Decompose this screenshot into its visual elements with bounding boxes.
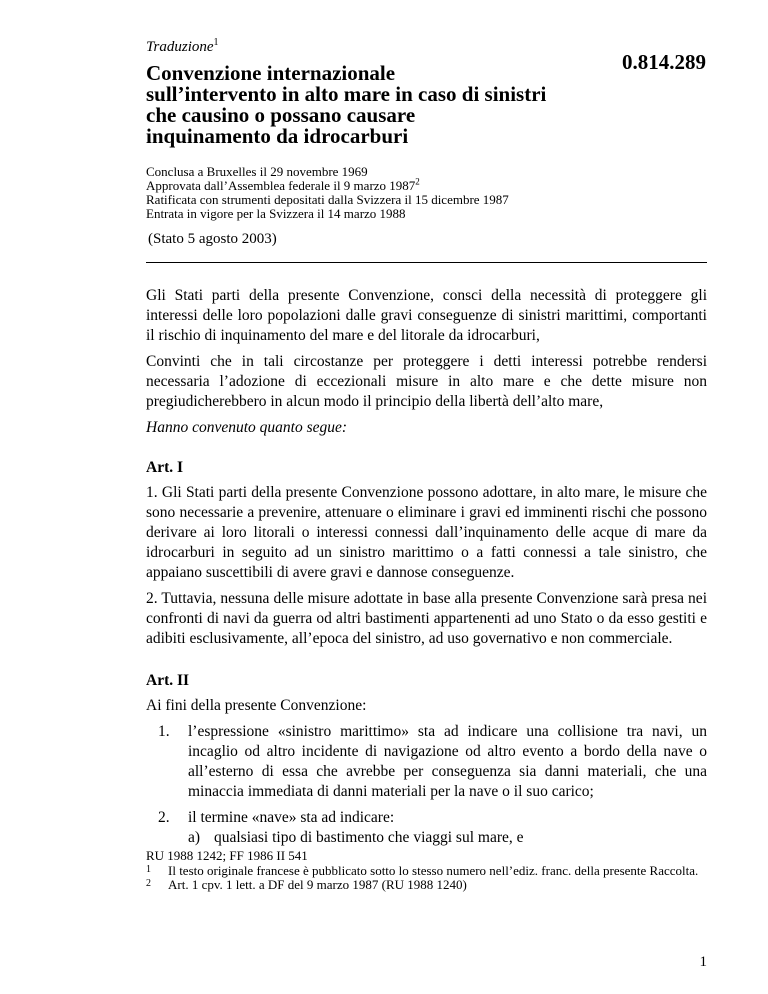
- list-text: l’espressione «sinistro marittimo» sta ad indicare una collisione tra navi, un incaglio od altro incidente di navigazione od altro evento a bordo della nave o all’esterno di essa che avrebbe per conseguenza sia danni materiali, che una minaccia immediata di danni materiali per la nave o il suo carico;: [188, 723, 707, 800]
- list-text: il termine «nave» sta ad indicare:: [188, 809, 395, 826]
- article-1-paragraph-1: 1. Gli Stati parti della presente Convenzione possono adottare, in alto mare, le misure che sono necessarie a prevenire, attenuare o eliminare i gravi ed imminenti rischi che possono derivare ai loro litorali o interessi connessi dall’inquinamento delle acque di mare da idrocarburi in seguito ad un sinistro marittimo o a fatti connessi a tale sinistro, che appaiano suscettibili di avere gravi e dannose conseguenze.: [146, 484, 707, 581]
- footnote-ref-1: 1: [213, 37, 219, 48]
- title-line: sull’intervento in alto mare in caso di sinistri: [146, 82, 547, 106]
- footnote-number: 2: [146, 878, 151, 889]
- page-number: 1: [699, 954, 707, 970]
- footnotes: [146, 849, 707, 892]
- title-line: inquinamento da idrocarburi: [146, 124, 409, 148]
- footnote-text: Il testo originale francese è pubblicato sotto lo stesso numero nell’ediz. franc. della presente Raccolta.: [168, 863, 699, 878]
- list-number: 2.: [158, 809, 170, 826]
- document-metadata: [146, 165, 706, 221]
- footnote-number: 1: [146, 864, 151, 875]
- document-body: [146, 286, 707, 848]
- footnote: [146, 878, 707, 892]
- article-2-intro: Ai fini della presente Convenzione:: [146, 697, 367, 714]
- ratified-line: Ratificata con strumenti depositati dalla Svizzera il 15 dicembre 1987: [146, 192, 509, 207]
- footnote: [146, 864, 707, 878]
- article-2-heading: Art. II: [146, 672, 190, 689]
- sub-list-item: [176, 828, 707, 848]
- preamble-conclusion: Hanno convenuto quanto segue:: [146, 419, 348, 436]
- publication-reference: RU 1988 1242; FF 1986 II 541: [146, 848, 308, 863]
- concluded-line: Conclusa a Bruxelles il 29 novembre 1969: [146, 164, 368, 179]
- approved-line: [146, 176, 706, 193]
- title-line: Convenzione internazionale: [146, 61, 396, 85]
- sub-list-text: qualsiasi tipo di bastimento che viaggi sul mare, e: [214, 829, 524, 846]
- article-1-heading: Art. I: [146, 459, 184, 476]
- document-code: 0.814.289: [622, 50, 706, 74]
- article-1-paragraph-2: 2. Tuttavia, nessuna delle misure adottate in base alla presente Convenzione sarà presa nei confronti di navi da guerra od altri bastimenti appartenenti ad uno Stato o da esso gestiti e adibiti esclusivamente, all’epoca del sinistro, ad uso governativo e non commerciale.: [146, 590, 707, 647]
- approved-text: Approvata dall’Assemblea federale il 9 marzo 1987: [146, 178, 416, 193]
- entry-into-force-line: Entrata in vigore per la Svizzera il 14 marzo 1988: [146, 206, 406, 221]
- footnote-text: Art. 1 cpv. 1 lett. a DF del 9 marzo 1987 (RU 1988 1240): [168, 877, 467, 892]
- title-line: che causino o possano causare: [146, 103, 416, 127]
- list-number: 1.: [158, 723, 170, 740]
- list-item: [146, 808, 707, 828]
- translation-label: [146, 37, 219, 56]
- document-title: [146, 63, 586, 147]
- status-line: (Stato 5 agosto 2003): [148, 231, 277, 247]
- header-divider: [146, 262, 707, 263]
- footnote-ref-2: 2: [415, 176, 420, 187]
- translation-text: Traduzione: [146, 39, 214, 55]
- preamble-paragraph: Convinti che in tali circostanze per proteggere i detti interessi potrebbe rendersi necessaria l’adozione di eccezionali misure in alto mare e che dette misure non pregiudicherebbero in alcun modo il principio della libertà dell’alto mare,: [146, 353, 707, 410]
- sub-list-letter: a): [188, 829, 201, 846]
- preamble-paragraph: Gli Stati parti della presente Convenzione, consci della necessità di proteggere gli interessi delle loro popolazioni dalle gravi conseguenze di sinistri marittimi, comportanti il rischio di inquinamento del mare e del litorale da idrocarburi,: [146, 287, 707, 344]
- list-item: [146, 722, 707, 802]
